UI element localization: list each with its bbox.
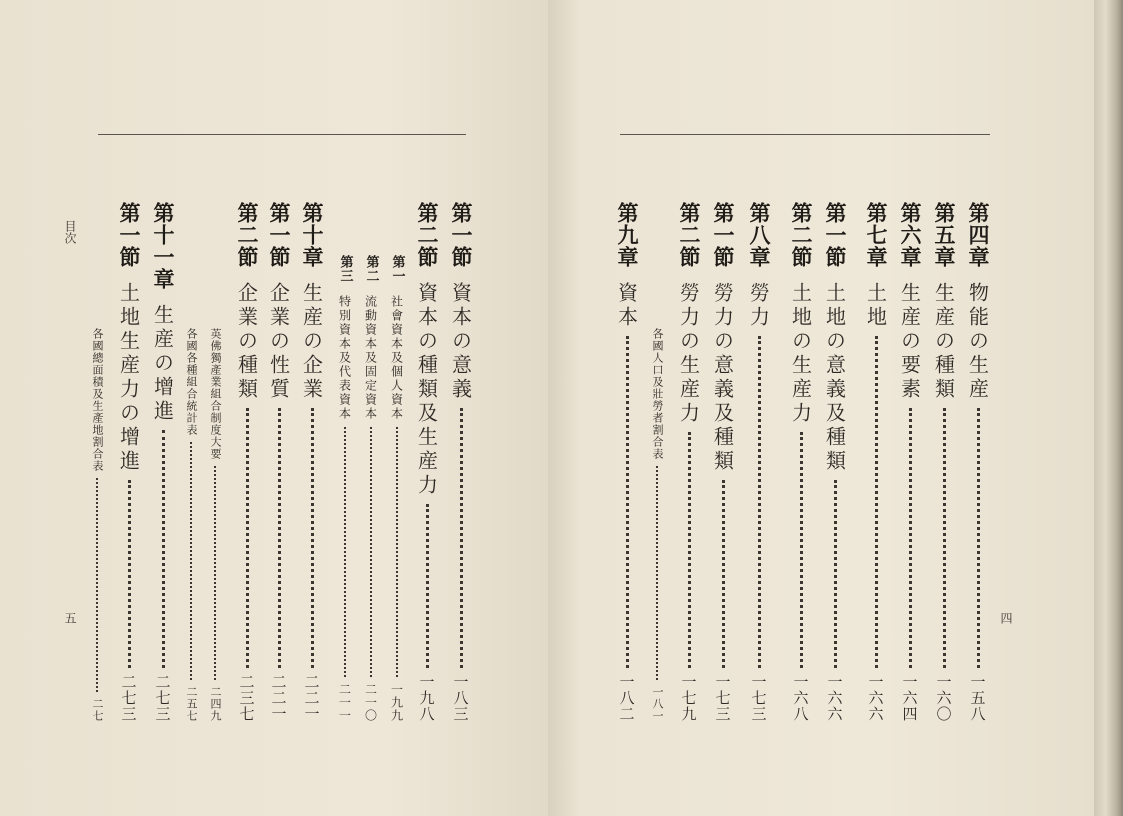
entry-page: 二七三 xyxy=(153,674,172,722)
leader-dots xyxy=(758,336,761,668)
entry-title: 土地生産力の增進 xyxy=(116,282,141,474)
leader-dots xyxy=(396,427,398,677)
running-header: 目次 xyxy=(63,220,77,244)
toc-chapter xyxy=(927,202,961,722)
leader-dots xyxy=(311,408,314,668)
leader-dots xyxy=(688,432,691,668)
toc-chapter xyxy=(961,202,995,722)
entry-page: 二五七 xyxy=(185,686,198,722)
right-page xyxy=(548,0,1094,816)
entry-title: 社會資本及個人資本 xyxy=(389,295,404,421)
entry-label: 第十一章 xyxy=(151,202,175,290)
entry-title: 土地 xyxy=(863,282,888,330)
entry-title: 勞力 xyxy=(746,282,771,330)
toc-entry xyxy=(672,202,706,722)
entry-title: 企業の性質 xyxy=(266,282,291,402)
leader-dots xyxy=(977,408,980,668)
toc-chapter xyxy=(859,202,893,722)
entry-page: 二七三 xyxy=(119,674,138,722)
entry-title: 各國各種組合統計表 xyxy=(185,328,198,436)
toc-table-entry xyxy=(206,328,224,722)
leader-dots xyxy=(370,427,372,677)
entry-label: 第六章 xyxy=(898,202,922,268)
entry-page: 一八三 xyxy=(451,674,470,722)
toc-entry xyxy=(262,202,296,722)
toc-subentry xyxy=(361,255,381,722)
toc-table-entry xyxy=(648,328,666,722)
toc-entry xyxy=(444,202,478,722)
leader-dots xyxy=(656,466,658,680)
entry-label: 第二節 xyxy=(789,202,813,268)
toc-chapter xyxy=(610,202,644,722)
entry-label: 第五章 xyxy=(932,202,956,268)
toc-entry xyxy=(784,202,818,722)
top-rule xyxy=(620,134,990,135)
entry-page: 二二一 xyxy=(269,674,288,722)
leader-dots xyxy=(214,466,216,680)
entry-title: 勞力の生産力 xyxy=(676,282,701,426)
entry-page: 一六〇 xyxy=(934,674,953,722)
entry-page: 一九九 xyxy=(389,683,404,722)
leader-dots xyxy=(246,408,249,668)
leader-dots xyxy=(162,430,165,668)
entry-page: 一六八 xyxy=(791,674,810,722)
entry-label: 第一節 xyxy=(823,202,847,268)
toc-entry xyxy=(706,202,740,722)
entry-label: 第四章 xyxy=(966,202,990,268)
leader-dots xyxy=(190,442,192,680)
entry-page: 一九八 xyxy=(417,674,436,722)
leader-dots xyxy=(909,408,912,668)
top-rule xyxy=(98,134,466,135)
entry-label: 第二節 xyxy=(415,202,439,268)
entry-page: 一六四 xyxy=(900,674,919,722)
page-number: 五 xyxy=(63,612,77,624)
entry-label: 第二節 xyxy=(677,202,701,268)
leader-dots xyxy=(834,480,837,668)
leader-dots xyxy=(96,478,98,692)
toc-chapter xyxy=(742,202,776,722)
entry-page: 一七三 xyxy=(749,674,768,722)
entry-title: 物能の生産 xyxy=(965,282,990,402)
entry-title: 流動資本及固定資本 xyxy=(363,295,378,421)
toc-entry xyxy=(410,202,444,722)
entry-page: 一六六 xyxy=(825,674,844,722)
toc-entry xyxy=(818,202,852,722)
entry-title: 資本の種類及生産力 xyxy=(414,282,439,498)
left-page xyxy=(0,0,548,816)
entry-title: 英佛獨產業組合制度大要 xyxy=(209,328,222,460)
toc-subentry xyxy=(335,255,355,722)
entry-label: 第十章 xyxy=(300,202,324,268)
entry-title: 資本の意義 xyxy=(448,282,473,402)
entry-title: 土地の生産力 xyxy=(788,282,813,426)
entry-title: 資本 xyxy=(614,282,639,330)
entry-title: 特別資本及代表資本 xyxy=(337,295,352,421)
toc-subentry xyxy=(387,255,407,722)
entry-page: 一八二 xyxy=(617,674,636,722)
entry-label: 第一節 xyxy=(267,202,291,268)
toc-chapter xyxy=(146,202,180,722)
entry-label: 第二 xyxy=(363,255,379,283)
entry-page: 二一一 xyxy=(337,683,352,722)
entry-title: 各國人口及壯勞者割合表 xyxy=(651,328,664,460)
book-page-edges xyxy=(1094,0,1123,816)
entry-label: 第二節 xyxy=(235,202,259,268)
entry-title: 勞力の意義及種類 xyxy=(710,282,735,474)
leader-dots xyxy=(722,480,725,668)
leader-dots xyxy=(460,408,463,668)
leader-dots xyxy=(800,432,803,668)
entry-label: 第一 xyxy=(389,255,405,283)
entry-title: 各國總面積及生產地割合表 xyxy=(91,328,104,472)
entry-label: 第三 xyxy=(337,255,353,283)
entry-page: 二四九 xyxy=(209,686,222,722)
entry-title: 土地の意義及種類 xyxy=(822,282,847,474)
page-number: 四 xyxy=(999,612,1013,624)
entry-label: 第八章 xyxy=(747,202,771,268)
entry-label: 第一節 xyxy=(449,202,473,268)
toc-table-entry xyxy=(182,328,200,722)
leader-dots xyxy=(875,336,878,668)
entry-title: 生産の企業 xyxy=(299,282,324,402)
toc-table-entry xyxy=(88,328,106,722)
entry-label: 第七章 xyxy=(864,202,888,268)
leader-dots xyxy=(278,408,281,668)
entry-page: 一六六 xyxy=(866,674,885,722)
entry-page: 一五八 xyxy=(968,674,987,722)
toc-chapter xyxy=(295,202,329,722)
entry-label: 第一節 xyxy=(117,202,141,268)
leader-dots xyxy=(943,408,946,668)
entry-title: 生産の要素 xyxy=(897,282,922,402)
entry-title: 生産の增進 xyxy=(150,304,175,424)
entry-page: 二二一 xyxy=(302,674,321,722)
entry-title: 企業の種類 xyxy=(234,282,259,402)
entry-page: 一八一 xyxy=(651,686,664,722)
toc-entry xyxy=(112,202,146,722)
entry-page: 二一〇 xyxy=(363,683,378,722)
entry-title: 生産の種類 xyxy=(931,282,956,402)
toc-entry xyxy=(230,202,264,722)
toc-chapter xyxy=(893,202,927,722)
entry-label: 第一節 xyxy=(711,202,735,268)
leader-dots xyxy=(426,504,429,668)
leader-dots xyxy=(626,336,629,668)
entry-page: 一七九 xyxy=(679,674,698,722)
entry-page: 二七 xyxy=(91,698,104,722)
entry-page: 二三七 xyxy=(237,674,256,722)
entry-page: 一七三 xyxy=(713,674,732,722)
leader-dots xyxy=(344,427,346,677)
entry-label: 第九章 xyxy=(615,202,639,268)
leader-dots xyxy=(128,480,131,668)
